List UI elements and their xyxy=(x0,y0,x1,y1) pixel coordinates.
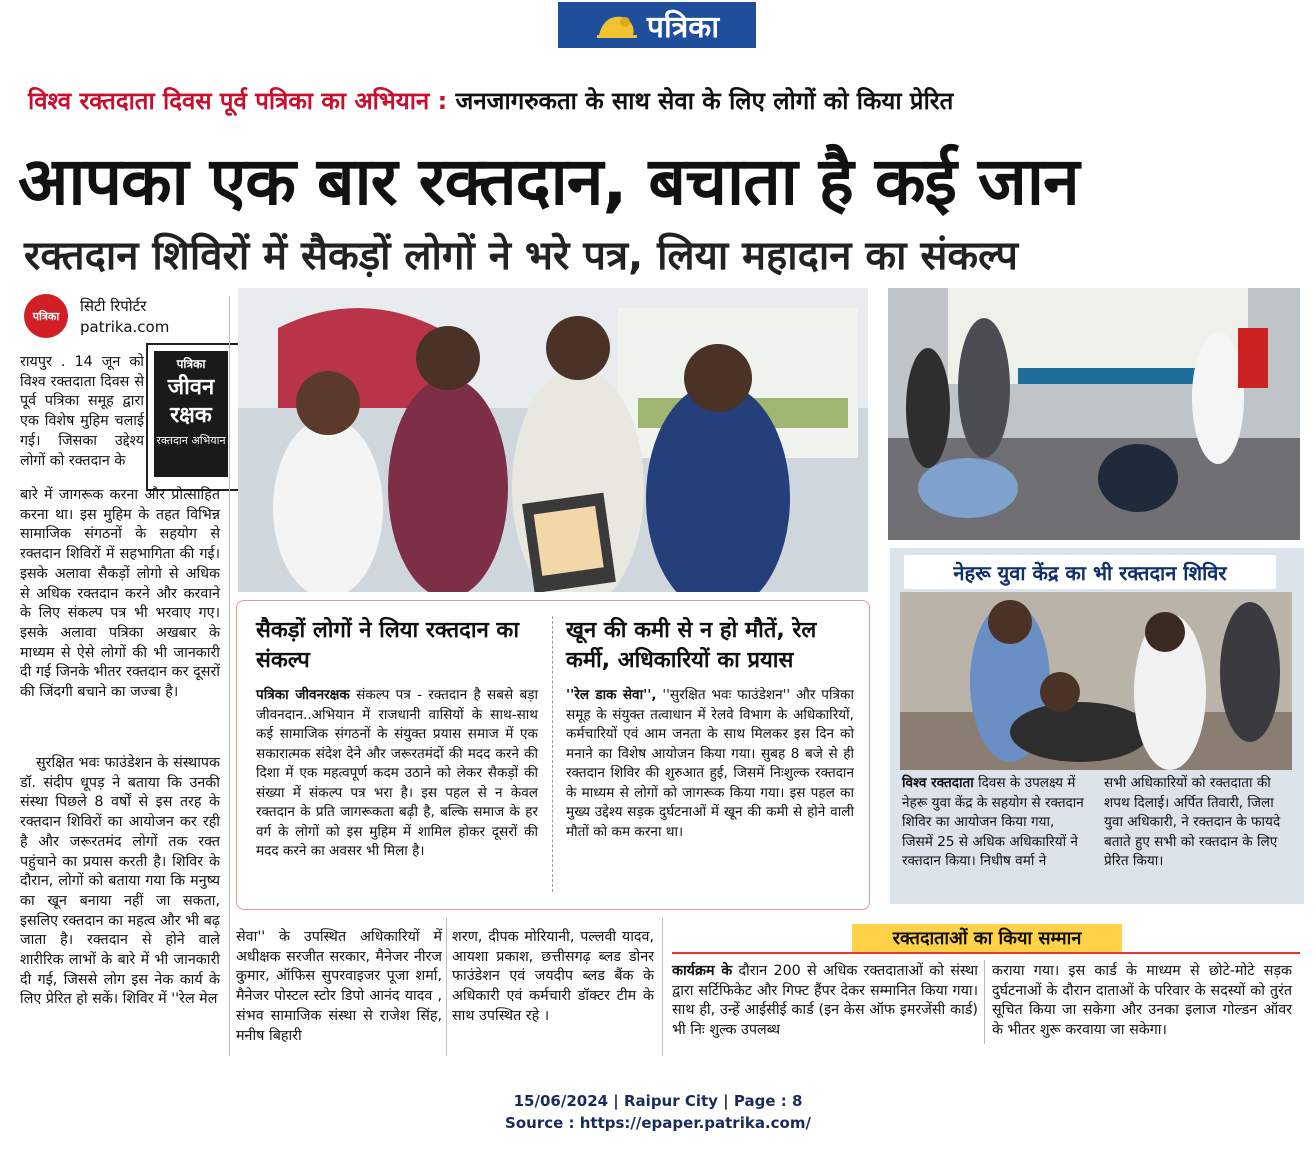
kicker-red: विश्व रक्तदाता दिवस पूर्व पत्रिका का अभियान : xyxy=(28,87,448,115)
main-photo xyxy=(238,288,868,592)
campaign-line3: रक्तदान अभियान xyxy=(156,434,226,447)
nehru-text-a-body: दिवस के उपलक्ष्य में नेहरू युवा केंद्र के सहयोग से रक्तदान शिविर का आयोजन किया गया, जिसमें 25 से अधिक अधिकारियों ने रक्तदान किया। निधीष वर्मा ने xyxy=(902,775,1084,869)
footer-date: 15/06/2024 | Raipur City | Page : 8 xyxy=(513,1092,803,1110)
column-rule xyxy=(984,960,985,1044)
byline-site[interactable]: patrika.com xyxy=(80,318,170,336)
right-photo xyxy=(888,288,1300,540)
campaign-logo-panel xyxy=(154,351,228,477)
honour-lead: कार्यक्रम के xyxy=(672,963,733,979)
box2-body xyxy=(566,686,854,842)
campaign-line1: जीवन xyxy=(167,375,215,400)
col1-lead: रायपुर . 14 जून को विश्व रक्तदाता दिवस से पूर्व पत्रिका समूह द्वारा एक विशेष मुहिम चलाई गई। जिसका उद्देश्य लोगों को रक्तदान के xyxy=(20,354,144,469)
masthead-brand: पत्रिका xyxy=(646,9,720,45)
column-rule xyxy=(446,918,447,1056)
bottom-col3: शरण, दीपक मोरियानी, पल्लवी यादव, आयशा प्रकाश, छत्तीसगढ़ ब्लड डोनर फाउंडेशन एवं जयदीप ब्लड बैंक के अधिकारी एवं कर्मचारी डॉक्टर टीम के साथ उपस्थित रहे । xyxy=(452,929,654,1024)
column-rule xyxy=(229,296,230,1056)
kicker-black: जनजागरुकता के साथ सेवा के लिए लोगों को किया प्रेरित xyxy=(447,87,954,115)
campaign-brand: पत्रिका xyxy=(176,357,206,371)
col1-para2: सुरक्षित भवः फाउंडेशन के संस्थापक डॉ. संदीप धूपड़ ने बताया कि उनकी संस्था पिछले 8 वर्षों से इस तरह के रक्तदान शिविरों का आयोजन कर रही है और जरूरतमंद लोगों तक रक्त पहुंचाने का प्रयास करती है। शिविर के दौरान, लोगों को बताया गया कि मनुष्य का खून बनाया नहीं जा सकता, इसलिए रक्तदान का महत्व और भी बढ़ जाता है। रक्तदान से होने वाले शारीरिक लाभों के बारे में भी जानकारी दी गई, जिससे लोग इस नेक कार्य के लिए प्रेरित हो सकें। शिविर में ''रेल मेल xyxy=(20,755,220,1008)
honour-text-a-body: दौरान 200 से अधिक रक्तदाताओं को संस्था द्वारा सर्टिफिकेट और गिफ्ट हैंपर देकर सम्मानित किया गया। साथ ही, उन्हें आईसीई कार्ड (इन केस ऑफ इमरजेंसी कार्ड) भी निः शुल्क उपलब्ध xyxy=(672,963,978,1039)
nehru-text-b: सभी अधिकारियों को रक्तदाता की शपथ दिलाई। अर्पित तिवारी, जिला युवा अधिकारी, ने रक्तदान के फायदे बताते हुए सभी को रक्तदान के लिए प्रेरित किया। xyxy=(1104,775,1281,869)
box1-body xyxy=(256,686,538,862)
honour-text-a xyxy=(672,962,978,1041)
kicker xyxy=(28,84,953,117)
lion-icon xyxy=(595,9,639,41)
nehru-photo xyxy=(900,592,1292,770)
masthead-logo[interactable] xyxy=(558,2,756,48)
nehru-text-a xyxy=(902,774,1086,872)
nehru-headline: नेहरू युवा केंद्र का भी रक्तदान शिविर xyxy=(904,555,1276,589)
bottom-col2: सेवा'' के उपस्थित अधिकारियों में अधीक्षक सरजीत सरकार, मैनेजर नीरज कुमार, ऑफिस सुपरवाइजर पूजा शर्मा, मैनेजर पोस्टल स्टोर डिपो आनंद यादव , संभव सामाजिक संस्था से राजेश सिंह, मनीष बिहारी xyxy=(236,929,442,1044)
headline: आपका एक बार रक्तदान, बचाता है कई जान xyxy=(18,143,1079,220)
byline-name: सिटी रिपोर्टर xyxy=(80,297,147,315)
box1-text: संकल्प पत्र - रक्तदान है सबसे बड़ा जीवनदान..अभियान में राजधानी वासियों के साथ-साथ कई सामाजिक संगठनों के संयुक्त प्रयास समाज में एक सकारात्मक संदेश देने और जरूरतमंदों की मदद करने की दिशा में एक महत्वपूर्ण कदम उठाने को लेकर सैकड़ों की संख्या में संकल्प पत्र भरा है। इस पहल से न केवल रक्तदान के प्रति जागरूकता बढ़ी है, बल्कि समाज के हर वर्ग के लोगों को इस मुहिम में शामिल होकर दूसरों की मदद करने का अवसर भी मिला है। xyxy=(256,687,538,859)
footer-source[interactable]: Source : https://epaper.patrika.com/ xyxy=(505,1114,811,1132)
story-divider xyxy=(552,616,553,892)
column-rule xyxy=(662,918,663,1056)
box2-text: ''सुरक्षित भवः फाउंडेशन'' और पत्रिका समूह के संयुक्त तत्वाधान में रेलवे विभाग के अधिकारियों, कर्मचारियों एवं आम जनता के साथ मिलकर इस दिन को मनाने का विशेष आयोजन किया गया। सुबह 8 बजे से ही रक्तदान शिविर की शुरुआत हुई, जिसमें निःशुल्क रक्तदान के माध्यम से लोगों को जागरूक किया गया। इस पहल का मुख्य उद्देश्य सड़क दुर्घटनाओं में खून की कमी से होने वाली मौतों को कम करना था। xyxy=(566,687,854,840)
nehru-lead: विश्व रक्तदाता xyxy=(902,775,974,791)
honour-rule xyxy=(672,952,1300,954)
campaign-line2: रक्षक xyxy=(170,403,212,428)
subheadline: रक्तदान शिविरों में सैकड़ों लोगों ने भरे पत्र, लिया महादान का संकल्प xyxy=(24,233,1019,279)
honour-headline: रक्तदाताओं का किया सम्मान xyxy=(852,924,1122,952)
byline-badge: पत्रिका xyxy=(24,294,68,338)
col1-cont: बारे में जागरूक करना और प्रोत्साहित करना था। इस मुहिम के तहत विभिन्न सामाजिक संगठनों के सहयोग से रक्तदान शिविरों में सहभागिता की गई। इसके अलावा सैकड़ों लोगो से अधिक से अधिक रक्तदान करने और करवाने के लिए संकल्प पत्र भी भरवाए गए। इसके अलावा पत्रिका अखबार के माध्यम से ऐसे लोगों की भी जानकारी दी गई जिनके भीतर रक्तदान कर दूसरों की जिंदगी बचाने का जज्बा है। xyxy=(20,487,220,701)
box1-lead: पत्रिका जीवनरक्षक xyxy=(256,687,350,703)
box2-lead: ''रेल डाक सेवा'', xyxy=(566,687,657,703)
box1-headline: सैकड़ों लोगों ने लिया रक्तदान का संकल्प xyxy=(256,618,520,673)
box2-headline: खून की कमी से न हो मौतें, रेल कर्मी, अधिकारियों का प्रयास xyxy=(566,618,817,673)
honour-text-b: कराया गया। इस कार्ड के माध्यम से छोटे-मोटे सड़क दुर्घटनाओं के दौरान दाताओं के परिवार के सदस्यों को तुरंत सूचित किया जा सकेगा और उनका इलाज गोल्डन ऑवर के भीतर शुरू करवाया जा सकेगा। xyxy=(992,963,1292,1039)
